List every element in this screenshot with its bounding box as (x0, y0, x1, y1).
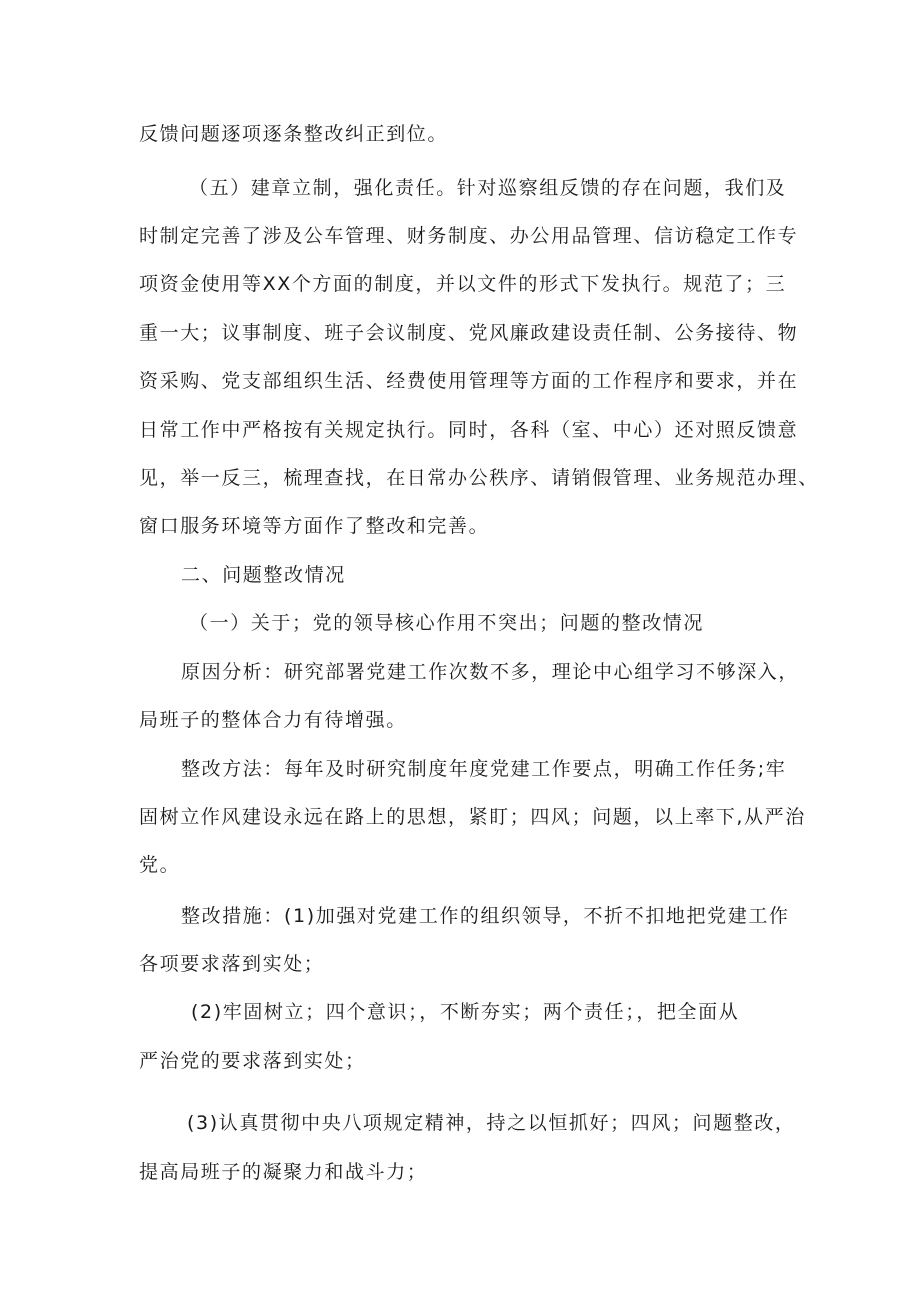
paragraph-line-2: （五）建章立制，强化责任。针对巡察组反馈的存在问题，我们及 (189, 177, 787, 199)
paragraph-line-1: 反馈问题逐项逐条整改纠正到位。 (139, 123, 449, 145)
paragraph-line-17: 整改措施：(1)加强对党建工作的组织领导，不折不扣地把党建工作 (181, 905, 790, 927)
paragraph-line-7: 日常工作中严格按有关规定执行。同时，各科（室、中心）还对照反馈意 (139, 419, 799, 441)
subsection-heading: （一）关于；党的领导核心作用不突出；问题的整改情况 (189, 612, 705, 634)
paragraph-line-19: (2)牢固树立；四个意识；，不断夯实；两个责任；，把全面从 (191, 1001, 740, 1023)
paragraph-line-3: 时制定完善了涉及公车管理、财务制度、办公用品管理、信访稳定工作专 (139, 225, 799, 247)
paragraph-line-5: 重一大；议事制度、班子会议制度、党风廉政建设责任制、公务接待、物 (139, 322, 799, 344)
paragraph-line-22: 提高局班子的凝聚力和战斗力； (139, 1161, 428, 1183)
section-heading: 二、问题整改情况 (181, 564, 346, 586)
paragraph-line-21: (3)认真贯彻中央八项规定精神，持之以恒抓好；四风；问题整改， (187, 1112, 796, 1134)
paragraph-line-20: 严治党的要求落到实处； (139, 1050, 366, 1072)
paragraph-line-9: 窗口服务环境等方面作了整改和完善。 (139, 515, 490, 537)
paragraph-line-6: 资采购、党支部组织生活、经费使用管理等方面的工作程序和要求，并在 (139, 370, 799, 392)
paragraph-line-16: 党。 (139, 854, 181, 876)
paragraph-line-18: 各项要求落到实处； (139, 953, 325, 975)
paragraph-line-15: 固树立作风建设永远在路上的思想，紧盯；四风；问题，以上率下,从严治 (139, 806, 806, 828)
paragraph-line-12: 原因分析：研究部署党建工作次数不多，理论中心组学习不够深入， (181, 661, 800, 683)
paragraph-line-8: 见，举一反三，梳理查找，在日常办公秩序、请销假管理、业务规范办理、 (139, 467, 819, 489)
paragraph-line-13: 局班子的整体合力有待增强。 (139, 709, 407, 731)
paragraph-line-14: 整改方法：每年及时研究制度年度党建工作要点，明确工作任务;牢 (181, 758, 787, 780)
paragraph-line-4: 项资金使用等XX个方面的制度，并以文件的形式下发执行。规范了；三 (139, 273, 787, 295)
